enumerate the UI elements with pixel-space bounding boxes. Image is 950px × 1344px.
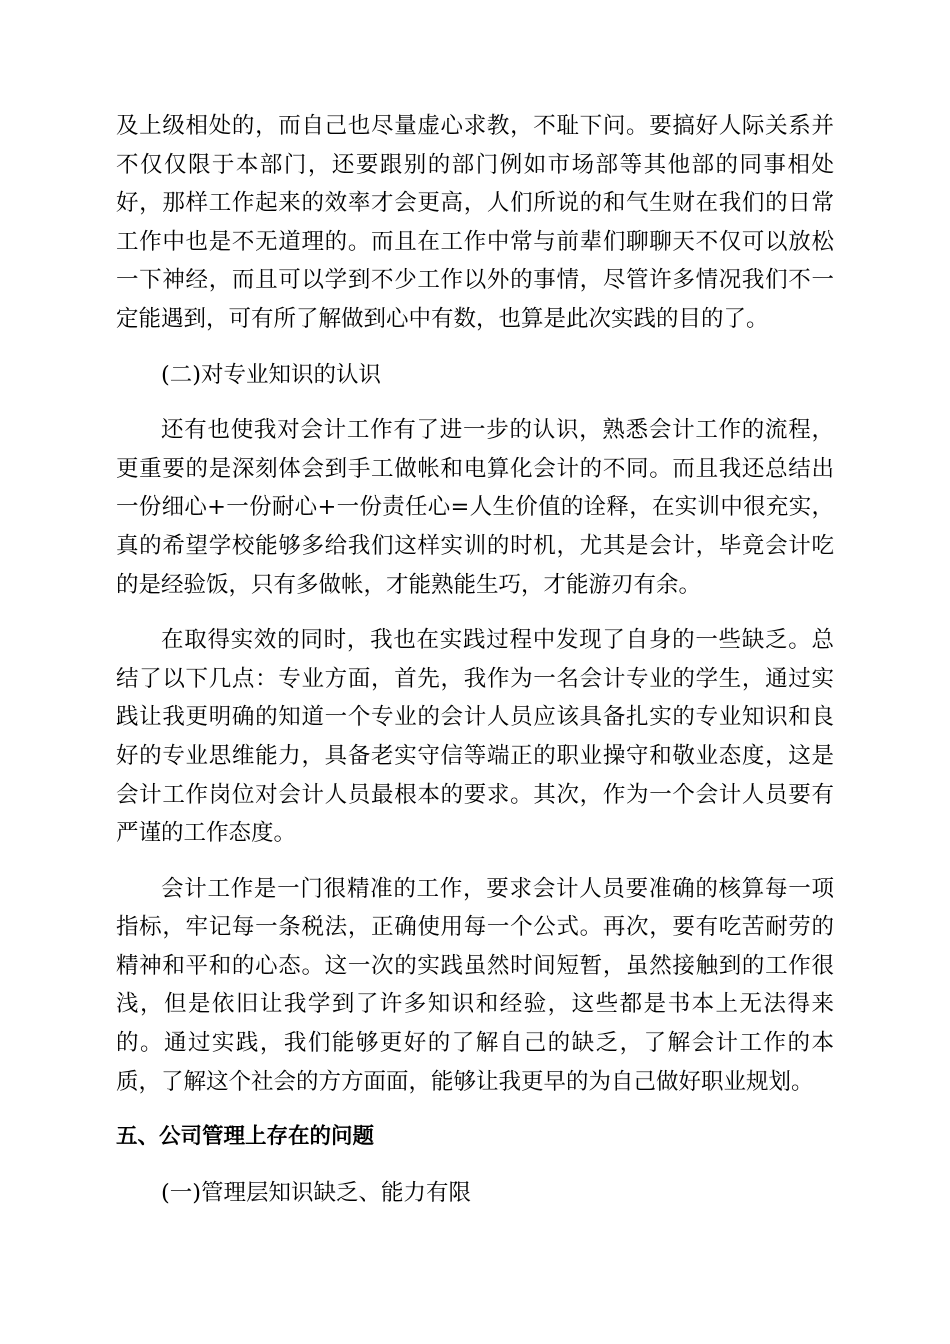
paragraph-accounting-precision: 会计工作是一门很精准的工作，要求会计人员要准确的核算每一项指标，牢记每一条税法，正确使用每一个公式。再次，要有吃苦耐劳的精神和平和的心态。这一次的实践虽然时间短暂，虽然接触到的工作很浅，但是依旧让我学到了许多知识和经验，这些都是书本上无法得来的。通过实践，我们能够更好的了解自己的缺乏，了解会计工作的本质，了解这个社会的方方面面，能够让我更早的为自己做好职业规划。 xyxy=(116,875,834,1095)
paragraph-shortcomings: 在取得实效的同时，我也在实践过程中发现了自身的一些缺乏。总结了以下几点：专业方面，首先，我作为一名会计专业的学生，通过实践让我更明确的知道一个专业的会计人员应该具备扎实的专业知识和良好的专业思维能力，具备老实守信等端正的职业操守和敬业态度，这是会计工作岗位对会计人员最根本的要求。其次，作为一个会计人员要有严谨的工作态度。 xyxy=(116,627,834,847)
document-page xyxy=(116,107,834,1212)
paragraph-interpersonal: 及上级相处的，而自己也尽量虚心求教，不耻下问。要搞好人际关系并不仅仅限于本部门，还要跟别的部门例如市场部等其他部的同事相处好，那样工作起来的效率才会更高，人们所说的和气生财在我们的日常工作中也是不无道理的。而且在工作中常与前辈们聊聊天不仅可以放松一下神经，而且可以学到不少工作以外的事情，尽管许多情况我们不一定能遇到，可有所了解做到心中有数，也算是此次实践的目的了。 xyxy=(116,113,834,332)
paragraph-accounting-understanding: 还有也使我对会计工作有了进一步的认识，熟悉会计工作的流程，更重要的是深刻体会到手工做帐和电算化会计的不同。而且我还总结出一份细心+一份耐心+一份责任心=人生价值的诠释，在实训中很充实，真的希望学校能够多给我们这样实训的时机，尤其是会计，毕竟会计吃的是经验饭，只有多做帐，才能熟能生巧，才能游刃有余。 xyxy=(116,417,834,598)
section-heading-management-issues: 五、公司管理上存在的问题 xyxy=(116,1124,375,1150)
subheading-professional-knowledge: (二)对专业知识的认识 xyxy=(161,361,382,388)
subheading-management-knowledge: (一)管理层知识缺乏、能力有限 xyxy=(161,1179,472,1206)
